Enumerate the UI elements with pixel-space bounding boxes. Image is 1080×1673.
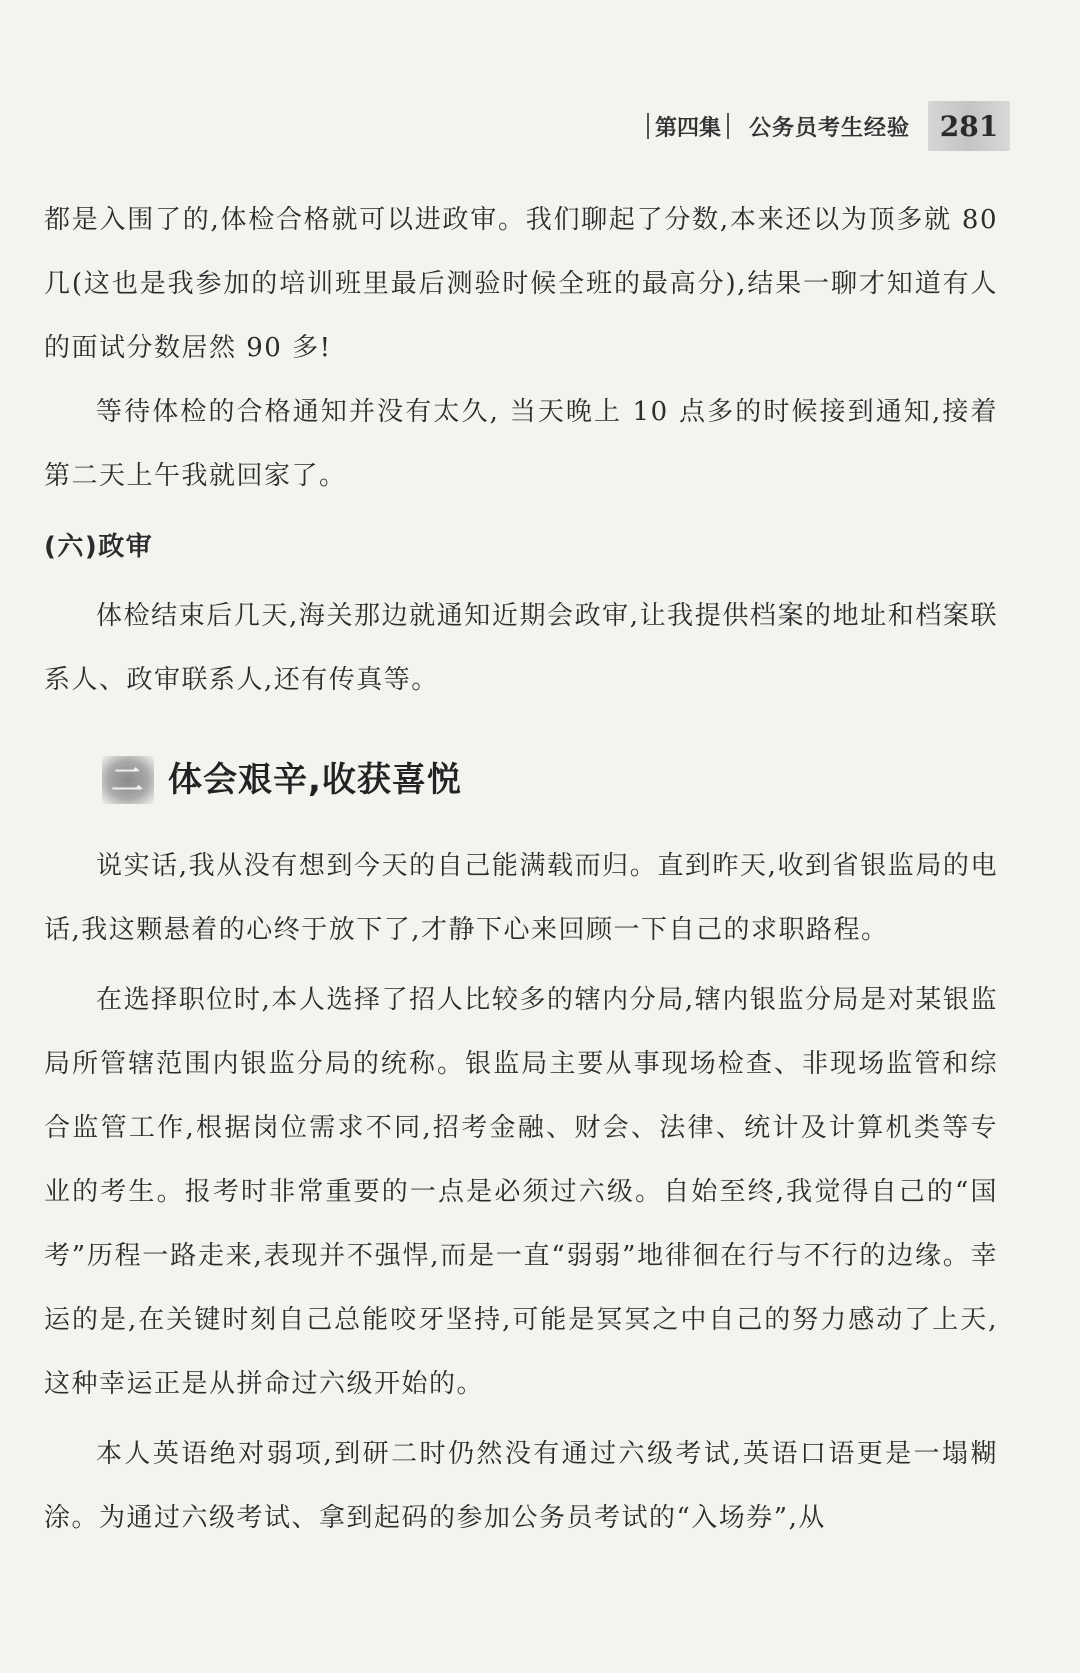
paragraph: 体检结束后几天,海关那边就通知近期会政审,让我提供档案的地址和档案联系人、政审联系人,还有传真等。 <box>44 601 998 695</box>
sub-heading: (六)政审 <box>44 532 154 562</box>
paragraph: 本人英语绝对弱项,到研二时仍然没有通过六级考试,英语口语更是一塌糊涂。为通过六级考试、拿到起码的参加公务员考试的“入场券”,从 <box>44 1439 998 1533</box>
section-heading <box>102 736 998 824</box>
body-text <box>44 188 998 1550</box>
paragraph: 都是入围了的,体检合格就可以进政审。我们聊起了分数,本来还以为顶多就 80 几(这也是我参加的培训班里最后测验时候全班的最高分),结果一聊才知道有人的面试分数居然 90 多! <box>44 205 998 363</box>
paragraph: 在选择职位时,本人选择了招人比较多的辖内分局,辖内银监分局是对某银监局所管辖范围内银监分局的统称。银监局主要从事现场检查、非现场监管和综合监管工作,根据岗位需求不同,招考金融、财会、法律、统计及计算机类等专业的考生。报考时非常重要的一点是必须过六级。自始至终,我觉得自己的“国考”历程一路走来,表现并不强悍,而是一直“弱弱”地徘徊在行与不行的边缘。幸运的是,在关键时刻自己总能咬牙坚持,可能是冥冥之中自己的努力感动了上天,这种幸运正是从拼命过六级开始的。 <box>44 985 998 1399</box>
header-divider <box>647 113 649 139</box>
page-number: 281 <box>928 101 1010 151</box>
running-header <box>641 100 1010 152</box>
episode-label: 第四集 <box>654 115 721 141</box>
chapter-title: 公务员考生经验 <box>748 115 910 141</box>
paragraph: 说实话,我从没有想到今天的自己能满载而归。直到昨天,收到省银监局的电话,我这颗悬着的心终于放下了,才静下心来回顾一下自己的求职路程。 <box>44 851 998 945</box>
section-number-marker: 二 <box>102 756 154 804</box>
section-title: 体会艰辛,收获喜悦 <box>168 760 462 800</box>
paragraph: 等待体检的合格通知并没有太久, 当天晚上 10 点多的时候接到通知,接着第二天上午我就回家了。 <box>44 397 998 491</box>
header-divider <box>727 113 729 139</box>
